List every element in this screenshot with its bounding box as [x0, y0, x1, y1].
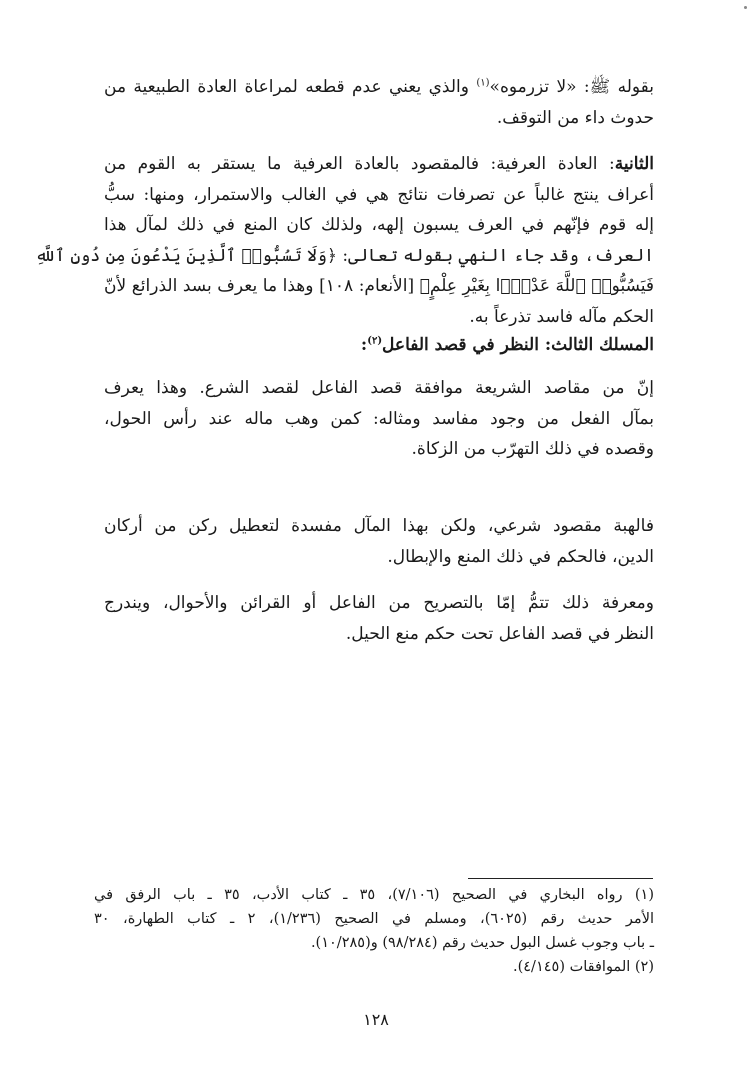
- footnotes: [94, 883, 654, 979]
- paragraph-2-line-1: الثانية: العادة العرفية: فالمقصود بالعادة العرفية ما يستقر به القوم من: [104, 154, 654, 174]
- corner-speck: [744, 6, 747, 9]
- section-heading-suffix: :: [360, 335, 368, 355]
- paragraph-2: [35, 149, 654, 332]
- footnote-ref-1[interactable]: (١): [476, 77, 490, 89]
- paragraph-5-line-2: النظر في قصد الفاعل تحت حكم منع الحيل.: [345, 623, 654, 644]
- page-number: ١٢٨: [363, 1010, 389, 1029]
- paragraph-2-label: الثانية: [614, 154, 654, 174]
- paragraph-5-line-1: ومعرفة ذلك تتمُّ إمّا بالتصريح من الفاعل أو القرائن والأحوال، ويندرج: [104, 593, 654, 613]
- paragraph-3-line-1: إنّ من مقاصد الشريعة موافقة قصد الفاعل لقصد الشرع. وهذا يعرف: [104, 378, 654, 398]
- footnote-1-line-3: ـ باب وجوب غسل البول حديث رقم (٩٨/٢٨٤) و(١٠/٢٨٥).: [310, 935, 654, 951]
- paragraph-4: [104, 511, 654, 572]
- paragraph-2-line-6: الحكم مآله فاسد تذرعاً به.: [469, 306, 654, 327]
- paragraph-5: [104, 588, 654, 649]
- footnote-ref-2[interactable]: (٢): [367, 335, 383, 347]
- paragraph-2-line-4: العرف، وقد جاء النهي بقوله تعالى: ﴿وَلَا تَسُبُّوا۟ ٱلَّذِينَ يَدْعُونَ مِن دُونِ ٱللَّهِ: [35, 245, 654, 266]
- paragraph-1-line-1: بقوله ﷺ: «لا تزرموه»$^{(١)}$ والذي يعني عدم قطعه لمراعاة العادة الطبيعية من: [104, 77, 654, 97]
- footnote-2: (٢) الموافقات (٤/١٤٥).: [512, 959, 654, 975]
- paragraph-1: [104, 72, 654, 133]
- section-heading: [104, 330, 654, 360]
- footnote-1-line-1: (١) رواه البخاري في الصحيح (٧/١٠٦)، ٣٥ ـ كتاب الأدب، ٣٥ ـ باب الرفق في: [94, 887, 654, 903]
- paragraph-4-line-2: الدين، فالحكم في ذلك المنع والإبطال.: [387, 546, 654, 567]
- paragraph-2-line-2: أعراف ينتج غالباً عن تصرفات نتائج هي في الغالب والاستمرار، ومنها: سبُّ: [104, 184, 654, 205]
- paragraph-1-line-2: حدوث داء من التوقف.: [496, 107, 654, 128]
- paragraph-3-line-3: وقصده في ذلك التهرّب من الزكاة.: [411, 439, 654, 459]
- footnote-separator: [468, 878, 653, 879]
- footnote-1-line-2: الأمر حديث رقم (٦٠٢٥)، ومسلم في الصحيح (١/٢٣٦)، ٢ ـ كتاب الطهارة، ٣٠: [94, 911, 654, 927]
- paragraph-4-line-1: فالهبة مقصود شرعي، ولكن بهذا المآل مفسدة لتعطيل ركن من أركان: [104, 516, 654, 536]
- section-heading-text: المسلك الثالث: النظر في قصد الفاعل: [382, 335, 654, 355]
- paragraph-3: [104, 373, 654, 465]
- paragraph-2-line-3: إله قوم فإنّهم في العرف يسبون إلهه، ولذلك كان المنع في ذلك لمآل هذا: [104, 215, 654, 235]
- paragraph-3-line-2: بمآل الفعل من وجود مفاسد ومثاله: كمن وهب ماله عند رأس الحول،: [104, 408, 654, 429]
- paragraph-2-line-5: فَيَسُبُّوا۟ ٱللَّهَ عَدْوًۢا بِغَيْرِ عِلْمٍ﴾ [الأنعام: ١٠٨] وهذا ما يعرف بسد الذرائع لأنّ: [104, 276, 654, 296]
